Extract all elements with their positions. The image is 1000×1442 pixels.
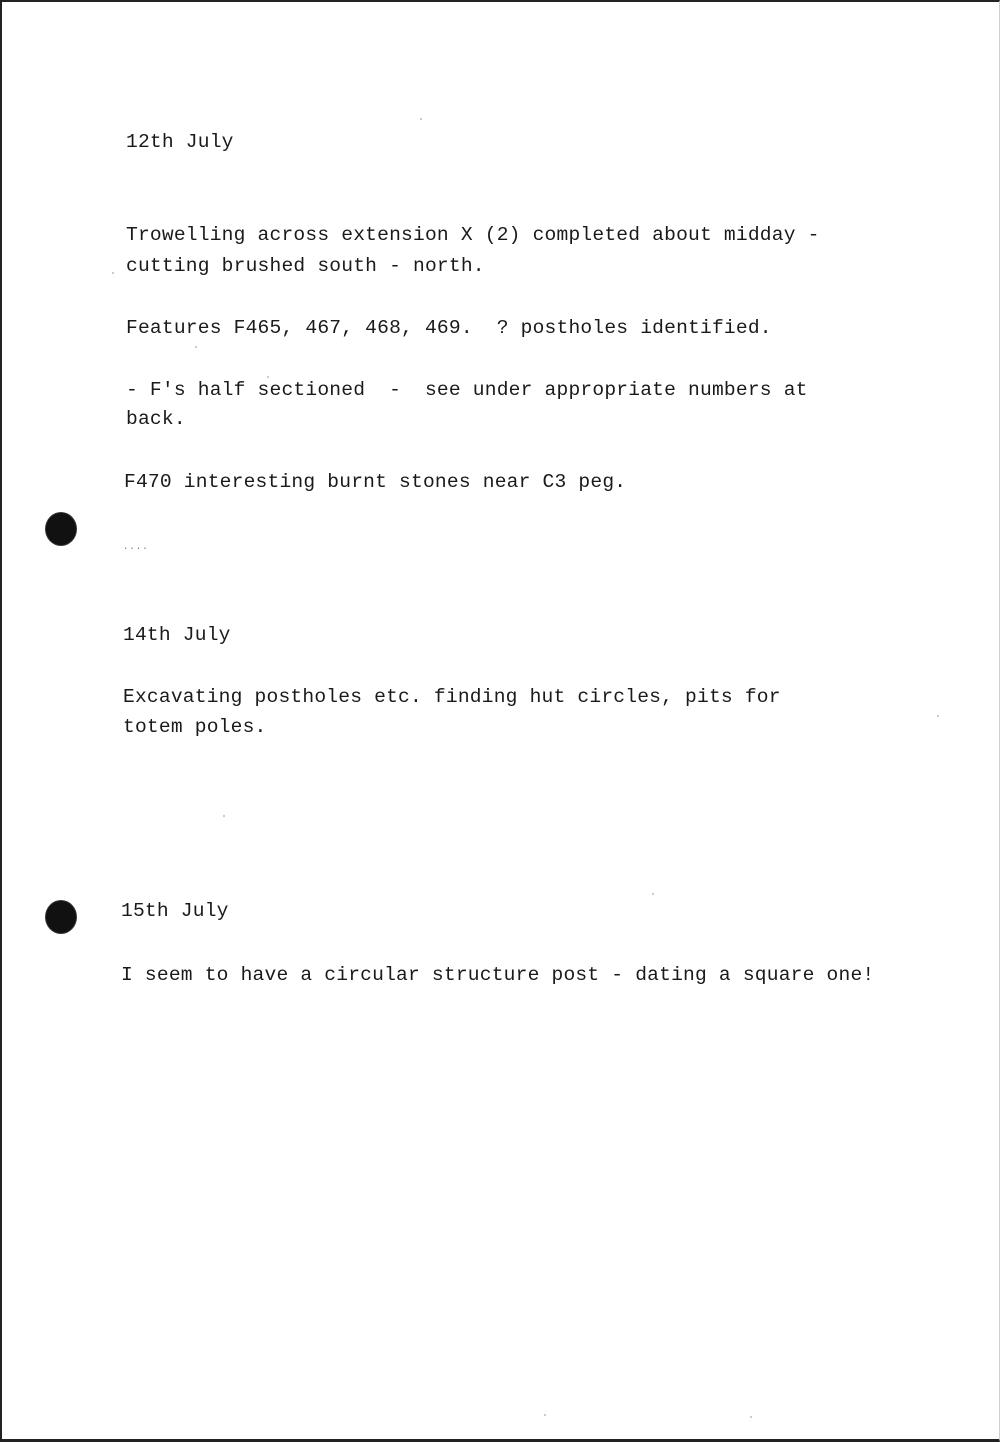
scan-speck (652, 893, 654, 895)
entry-14-para-1-line-1: Excavating postholes etc. finding hut circles, pits for (123, 686, 781, 708)
entry-date-14-july: 14th July (123, 624, 231, 646)
scan-speck (112, 272, 114, 274)
punch-hole-upper (46, 513, 76, 545)
scan-speck (267, 376, 269, 378)
entry-date-12-july: 12th July (126, 131, 234, 153)
scan-speck (544, 1414, 546, 1416)
entry-15-para-1: I seem to have a circular structure post - dating a square one! (121, 964, 875, 986)
entry-14-para-1-line-2: totem poles. (123, 716, 267, 738)
punch-hole-lower (46, 901, 76, 933)
entry-12-para-1-line-1: Trowelling across extension X (2) completed about midday - (126, 224, 820, 246)
scan-speck (195, 346, 197, 348)
entry-12-para-1-line-2: cutting brushed south - north. (126, 255, 485, 277)
scan-speck (750, 1416, 752, 1418)
entry-date-15-july: 15th July (121, 900, 229, 922)
entry-12-para-4: F470 interesting burnt stones near C3 peg. (124, 471, 627, 493)
entry-12-para-2: Features F465, 467, 468, 469. ? postholes identified. (126, 317, 772, 339)
scan-speck (420, 118, 422, 120)
scan-speck (223, 815, 225, 817)
smudged-text: .... (123, 542, 149, 552)
entry-12-para-3-line-1: - F's half sectioned - see under appropriate numbers at (126, 379, 808, 401)
scan-speck (937, 715, 939, 717)
entry-12-para-3-line-2: back. (126, 408, 186, 430)
